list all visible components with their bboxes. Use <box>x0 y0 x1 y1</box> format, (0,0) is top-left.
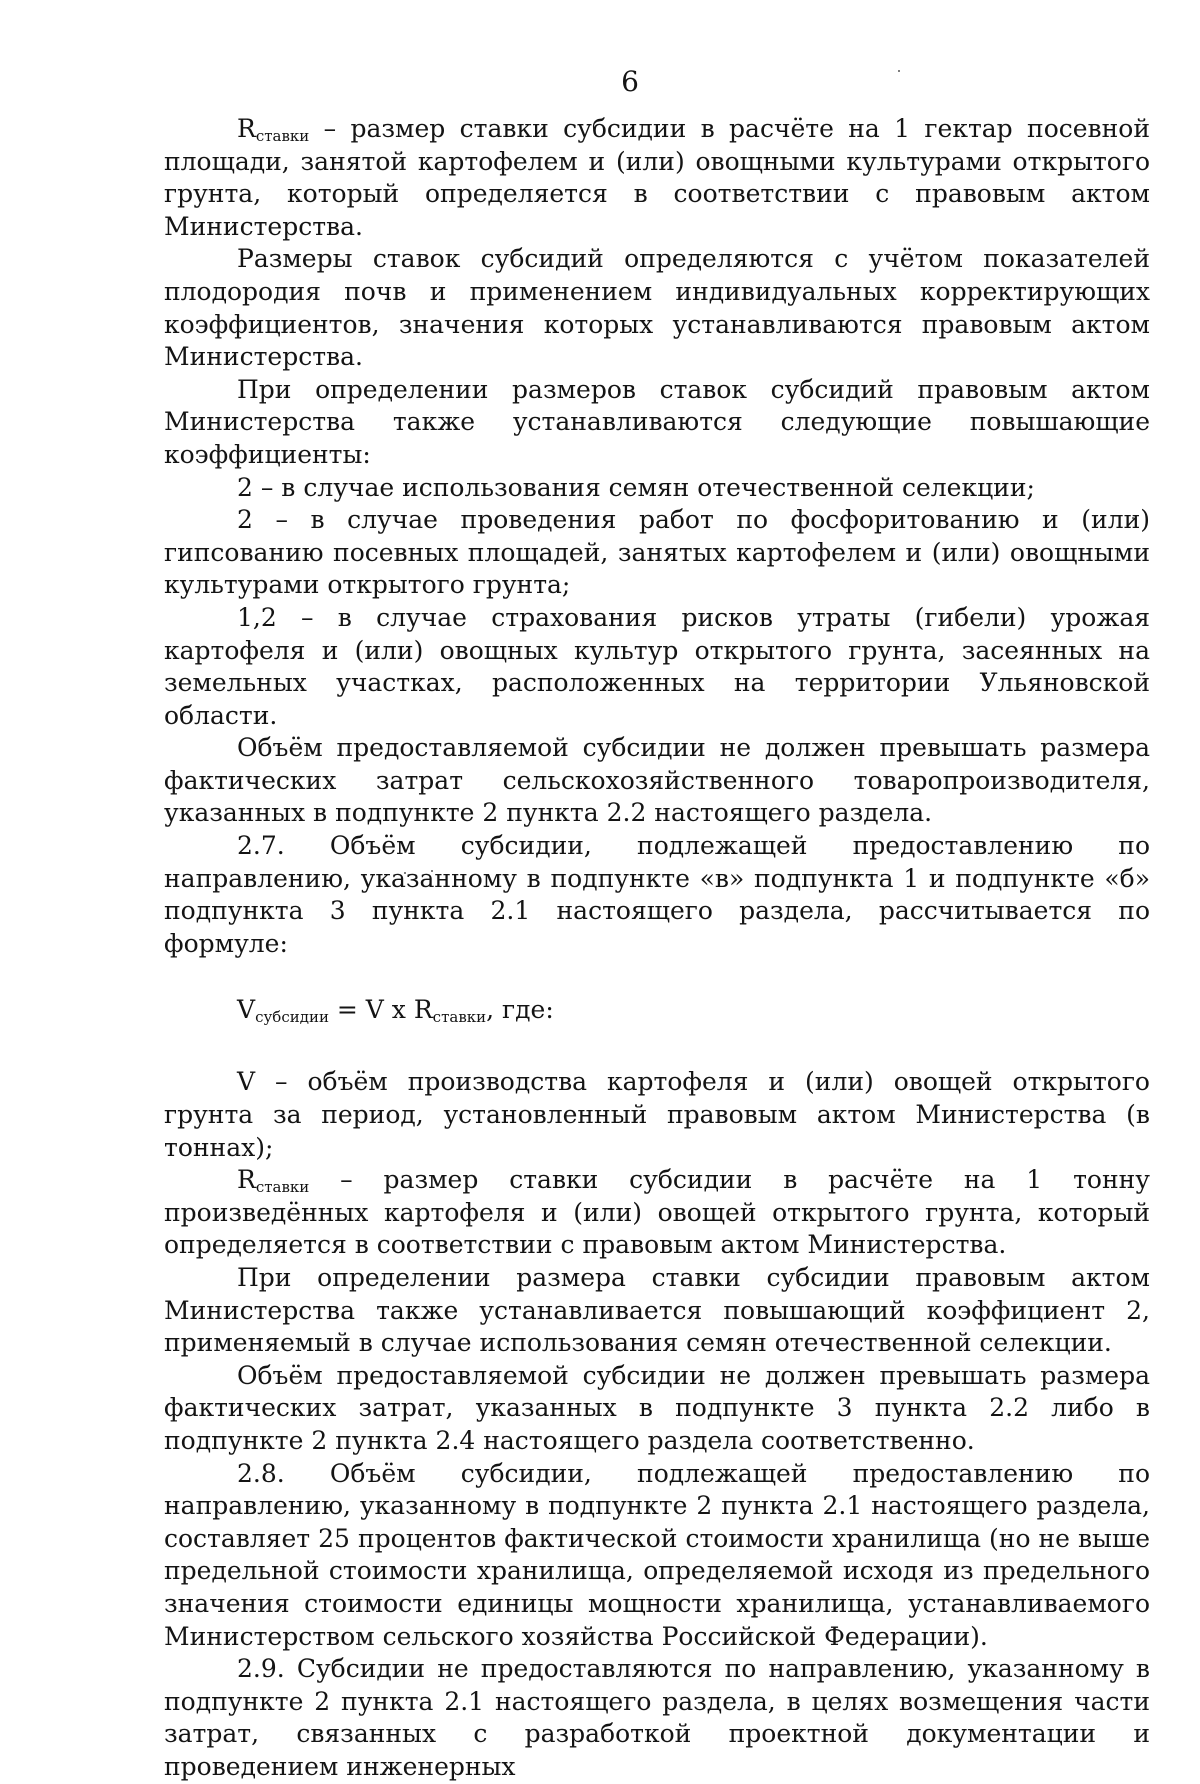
paragraph: Объём предоставляемой субсидии не должен превышать размера фактических затрат, указанных в подпункте 3 пункта 2.2 либо в подпункте 2 пункта 2.4 настоящего раздела соответственно. <box>164 1360 1150 1455</box>
paragraph-2-7: 2.7. Объём субсидии, подлежащей предоставлению по направлению, указанному в подпункте «в» подпункта 1 и подпункте «б» подпункта 3 пункта 2.1 настоящего раздела, рассчитывается по формуле: <box>164 831 1150 958</box>
formula <box>164 980 1150 1040</box>
scan-speck <box>898 70 900 72</box>
paragraph-2-8: 2.8. Объём субсидии, подлежащей предоставлению по направлению, указанному в подпункте 2 пункта 2.1 настоящего раздела, составляет 25 процентов фактической стоимости хранилища (но не выше предельной стоимости хранилища, определяемой исходя из предельного значения стоимости единицы мощности хранилища, устанавливаемого Министерством сельского хозяйства Российской Федерации). <box>164 1458 1150 1651</box>
paragraph: V – объём производства картофеля и (или) овощей открытого грунта за период, установленный правовым актом Министерства (в тоннах); <box>164 1067 1150 1162</box>
symbol-subscript: ставки <box>255 127 310 145</box>
paragraph: Объём предоставляемой субсидии не должен превышать размера фактических затрат сельскохозяйственного товаропроизводителя, указанных в подпункте 2 пункта 2.2 настоящего раздела. <box>164 733 1150 828</box>
page-number: 6 <box>621 65 639 98</box>
document-body <box>164 113 1150 1784</box>
formula-end: , где: <box>486 995 554 1025</box>
paragraph-text: – размер ставки субсидии в расчёте на 1 тонну произведённых картофеля и (или) овощей открытого грунта, который определяется в соответствии с правовым актом Министерства. <box>164 1165 1150 1260</box>
paragraph: 2 – в случае использования семян отечественной селекции; <box>237 472 1035 502</box>
paragraph-rate-per-hectare <box>164 113 1150 243</box>
paragraph: 1,2 – в случае страхования рисков утраты (гибели) урожая картофеля и (или) овощных культур открытого грунта, засеянных на земельных участках, расположенных на территории Ульяновской области. <box>164 602 1150 730</box>
symbol-r: R <box>237 114 256 143</box>
paragraph: При определении размеров ставок субсидий правовым актом Министерства также устанавливаются следующие повышающие коэффициенты: <box>164 374 1150 469</box>
formula-v-subscript: субсидии <box>255 1008 329 1027</box>
paragraph-2-9: 2.9. Субсидии не предоставляются по направлению, указанному в подпункте 2 пункта 2.1 настоящего раздела, в целях возмещения части затрат, связанных с разработкой проектной документации и проведением инженерных <box>164 1654 1150 1781</box>
paragraph-text: – размер ставки субсидии в расчёте на 1 гектар посевной площади, занятой картофелем и (или) овощными культурами открытого грунта, который определяется в соответствии с правовым актом Министерства. <box>164 114 1150 241</box>
formula-v: V <box>237 995 256 1025</box>
formula-r-subscript: ставки <box>432 1008 487 1027</box>
paragraph: 2 – в случае проведения работ по фосфоритованию и (или) гипсованию посевных площадей, занятых картофелем и (или) овощными культурами открытого грунта; <box>164 505 1150 600</box>
symbol-subscript: ставки <box>255 1178 310 1197</box>
paragraph: Размеры ставок субсидий определяются с учётом показателей плодородия почв и применением индивидуальных корректирующих коэффициентов, значения которых устанавливаются правовым актом Министерства. <box>164 244 1150 372</box>
formula-middle: = V x R <box>328 995 433 1025</box>
paragraph: При определении размера ставки субсидии правовым актом Министерства также устанавливается повышающий коэффициент 2, применяемый в случае использования семян отечественной селекции. <box>164 1263 1150 1358</box>
paragraph-rate-per-tonne <box>164 1164 1150 1262</box>
symbol-r: R <box>237 1165 256 1195</box>
